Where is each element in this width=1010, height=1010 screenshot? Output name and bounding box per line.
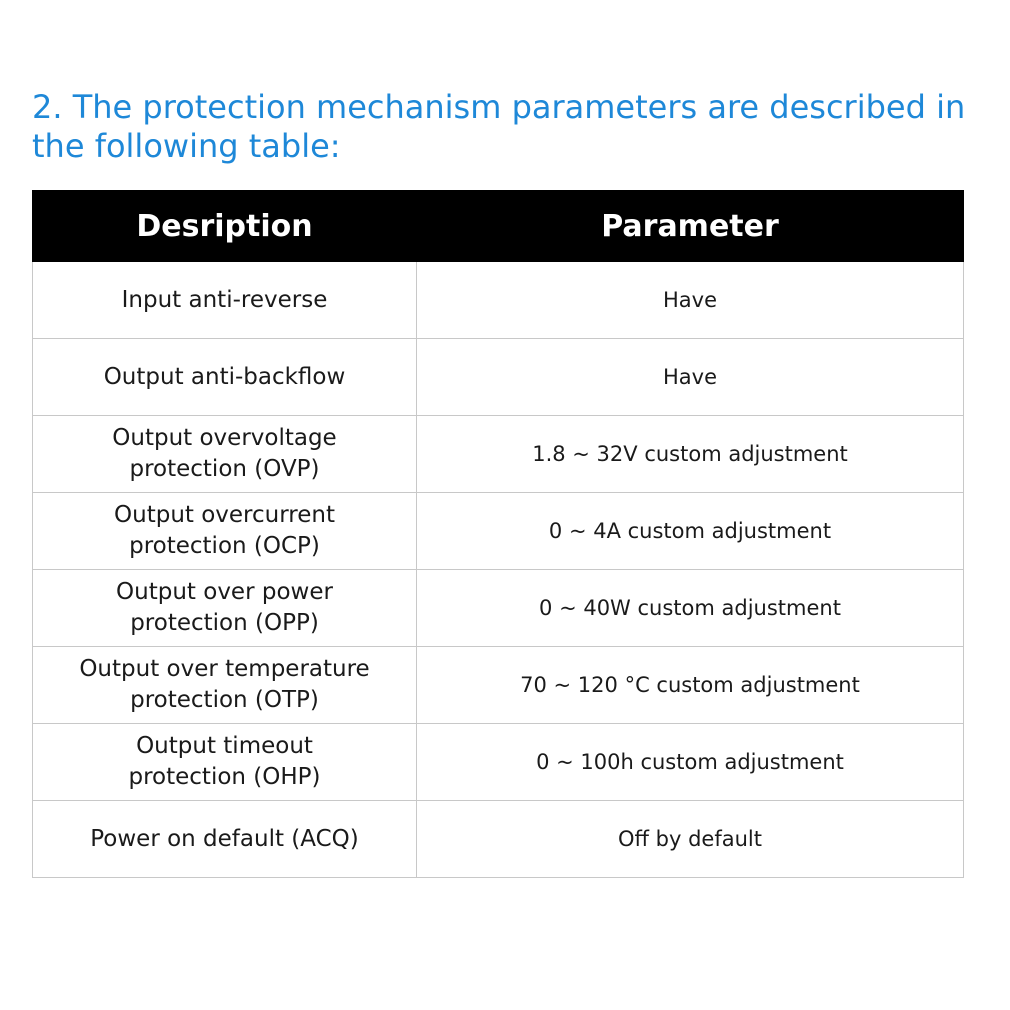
- table-row: [33, 416, 964, 493]
- parameter-cell: 0 ~ 4A custom adjustment: [417, 493, 964, 570]
- column-header-description: Desription: [33, 191, 417, 262]
- parameter-cell: Off by default: [417, 801, 964, 878]
- description-cell: Output overvoltage protection (OVP): [33, 416, 417, 493]
- description-cell: Output overcurrent protection (OCP): [33, 493, 417, 570]
- column-header-parameter: Parameter: [417, 191, 964, 262]
- parameter-cell: 70 ~ 120 °C custom adjustment: [417, 647, 964, 724]
- parameter-cell: 0 ~ 40W custom adjustment: [417, 570, 964, 647]
- table-row: [33, 339, 964, 416]
- description-cell: Input anti-reverse: [33, 262, 417, 339]
- description-cell: Output over temperature protection (OTP): [33, 647, 417, 724]
- table-row: [33, 724, 964, 801]
- table-body: [33, 262, 964, 878]
- parameter-cell: 0 ~ 100h custom adjustment: [417, 724, 964, 801]
- table-row: [33, 570, 964, 647]
- table-row: [33, 262, 964, 339]
- description-cell: Power on default (ACQ): [33, 801, 417, 878]
- description-cell: Output over power protection (OPP): [33, 570, 417, 647]
- parameter-cell: 1.8 ~ 32V custom adjustment: [417, 416, 964, 493]
- table-row: [33, 801, 964, 878]
- description-cell: Output anti-backflow: [33, 339, 417, 416]
- table-row: [33, 493, 964, 570]
- table-row: [33, 647, 964, 724]
- parameter-cell: Have: [417, 262, 964, 339]
- description-cell: Output timeout protection (OHP): [33, 724, 417, 801]
- section-heading: 2. The protection mechanism parameters are described in the following table:: [32, 88, 966, 165]
- parameter-cell: Have: [417, 339, 964, 416]
- protection-parameters-table: [32, 190, 964, 878]
- table-header: [33, 191, 964, 262]
- table-header-row: [33, 191, 964, 262]
